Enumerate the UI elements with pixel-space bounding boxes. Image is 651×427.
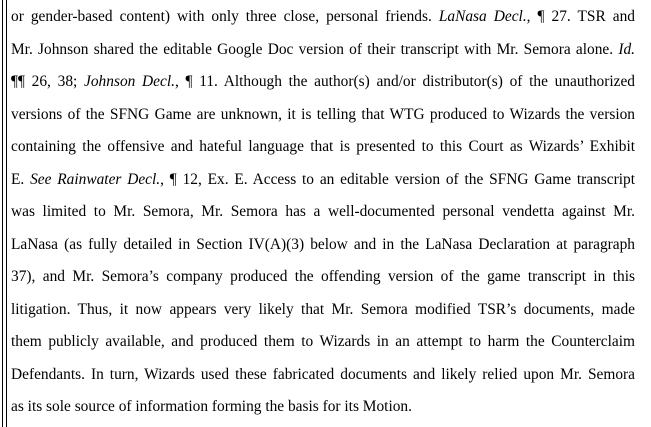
text-run: 37), and Mr. Semora’s company produced the offending version of the game transcript in this (11, 268, 635, 285)
text-line (11, 359, 635, 392)
text-run: was limited to Mr. Semora, Mr. Semora has a well-documented personal vendetta against Mr. (11, 203, 635, 220)
text-run: versions of the SFNG Game are unknown, it is telling that WTG produced to Wizards the version (11, 105, 635, 123)
text-run: them publicly available, and produced them to Wizards in an attempt to harm the Counterclaim (11, 333, 635, 350)
text-line (11, 66, 635, 99)
left-margin-rule-inner (6, 0, 7, 427)
text-line (11, 99, 635, 132)
text-run: E. (11, 170, 31, 188)
text-line (11, 261, 635, 294)
text-run: ¶¶ 26, 38; (11, 73, 85, 90)
text-run: , ¶ 11. Although the author(s) and/or distributor(s) of the unauthorized (174, 73, 635, 90)
text-run: , ¶ 12, Ex. E. Access to an editable version of the SFNG Game transcript (160, 170, 635, 188)
text-run: Mr. Johnson shared the editable Google Doc version of their transcript with Mr. Semora alone. (11, 40, 619, 58)
text-line (11, 196, 635, 229)
text-run: or gender-based content) with only three close, personal friends. (11, 8, 439, 25)
text-line (11, 326, 635, 359)
text-line (11, 294, 635, 327)
text-run: LaNasa (as fully detailed in Section IV(A)(3) below and in the LaNasa Declaration at paragraph (11, 235, 635, 253)
text-run: Defendants. In turn, Wizards used these fabricated documents and likely relied upon Mr. Semora (11, 365, 635, 383)
left-margin-rule-outer (2, 0, 3, 427)
body-paragraph (11, 1, 635, 424)
text-run: as its sole source of information forming the basis for its Motion. (11, 398, 412, 415)
text-line (11, 1, 635, 34)
text-line (11, 131, 635, 164)
text-run: , ¶ 27. TSR and (526, 8, 635, 25)
citation-text: Johnson Decl. (84, 73, 175, 90)
text-run: containing the offensive and hateful language that is presented to this Court as Wizards’ Exhibit (11, 138, 635, 155)
citation-text: LaNasa Decl. (438, 8, 527, 25)
citation-text: See Rainwater Decl. (30, 170, 161, 188)
text-line (11, 229, 635, 262)
text-line (11, 391, 635, 424)
citation-text: Id. (618, 40, 635, 58)
text-run: litigation. Thus, it now appears very likely that Mr. Semora modified TSR’s documents, made (11, 300, 635, 318)
text-line (11, 164, 635, 197)
text-line (11, 34, 635, 67)
